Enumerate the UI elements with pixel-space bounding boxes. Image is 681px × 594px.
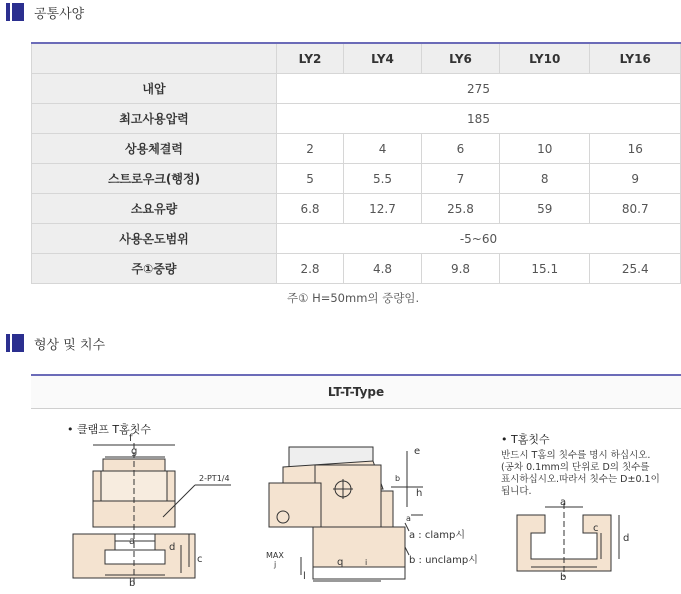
cell: 6 bbox=[422, 134, 500, 164]
cell-merged: 275 bbox=[277, 74, 681, 104]
pt-label: 2-PT1/4 bbox=[199, 474, 230, 483]
dim-q: q bbox=[337, 557, 344, 568]
right-desc-line: 반드시 T홈의 칫수를 명시 하십시오. bbox=[501, 450, 651, 461]
cell-merged: -5~60 bbox=[277, 224, 681, 254]
table-row bbox=[32, 254, 681, 284]
dim-g: g bbox=[131, 446, 138, 457]
table-row bbox=[32, 164, 681, 194]
left-title: • 클램프 T홈칫수 bbox=[67, 423, 151, 436]
row-label: 내압 bbox=[32, 74, 277, 104]
row-label: 상용체결력 bbox=[32, 134, 277, 164]
drawing-title: LT-T-Type bbox=[31, 374, 681, 409]
row-label: 소요유량 bbox=[32, 194, 277, 224]
dim-c3: c bbox=[593, 523, 599, 534]
header-col: LY2 bbox=[277, 43, 344, 74]
cell: 12.7 bbox=[344, 194, 422, 224]
right-title: • T홈칫수 bbox=[501, 433, 550, 446]
cell: 16 bbox=[590, 134, 681, 164]
row-label: 사용온도범위 bbox=[32, 224, 277, 254]
cell: 10 bbox=[499, 134, 590, 164]
section-header-dimensions bbox=[6, 333, 105, 353]
cell: 25.4 bbox=[590, 254, 681, 284]
dim-a3: a bbox=[560, 497, 567, 508]
right-desc-line: 표시하십시오.따라서 칫수는 D±0.1이 bbox=[501, 474, 660, 485]
dim-f: f bbox=[129, 433, 133, 444]
right-desc-line: (공차 0.1mm의 단위로 D의 칫수를 bbox=[501, 462, 650, 473]
right-desc-line: 됩니다. bbox=[501, 486, 532, 497]
dim-i: i bbox=[365, 558, 368, 567]
table-row bbox=[32, 104, 681, 134]
cell: 8 bbox=[499, 164, 590, 194]
dim-j: j bbox=[274, 560, 277, 569]
cell: 80.7 bbox=[590, 194, 681, 224]
section-header-spec bbox=[6, 2, 84, 22]
row-label: 스트로우크(행정) bbox=[32, 164, 277, 194]
cell: 2.8 bbox=[277, 254, 344, 284]
cell: 4 bbox=[344, 134, 422, 164]
footnote: 주① H=50mm의 중량임. bbox=[287, 291, 420, 305]
dim-max: MAX bbox=[266, 551, 284, 560]
row-label: 최고사용압력 bbox=[32, 104, 277, 134]
dim-b3: b bbox=[560, 572, 567, 583]
table-row bbox=[32, 74, 681, 104]
cell: 7 bbox=[422, 164, 500, 194]
dim-l: l bbox=[303, 571, 306, 582]
dim-h: h bbox=[416, 488, 423, 499]
cell: 59 bbox=[499, 194, 590, 224]
header-col: LY16 bbox=[590, 43, 681, 74]
row-label: 주①중량 bbox=[32, 254, 277, 284]
t-slot-section bbox=[517, 503, 619, 577]
dim-a2: a bbox=[406, 514, 411, 523]
cell: 6.8 bbox=[277, 194, 344, 224]
clamp-front-view bbox=[269, 447, 423, 581]
section-marker bbox=[6, 334, 10, 352]
dim-e: e bbox=[414, 446, 421, 457]
dim-d3: d bbox=[623, 533, 630, 544]
table-header-row bbox=[32, 43, 681, 74]
clamp-label: a : clamp시 bbox=[409, 530, 466, 541]
dim-b: b bbox=[129, 578, 136, 589]
table-row bbox=[32, 194, 681, 224]
cell: 5.5 bbox=[344, 164, 422, 194]
cell: 15.1 bbox=[499, 254, 590, 284]
cell-merged: 185 bbox=[277, 104, 681, 134]
cell: 9 bbox=[590, 164, 681, 194]
spec-table bbox=[31, 42, 681, 284]
section-title: 공통사양 bbox=[34, 6, 85, 22]
cell: 2 bbox=[277, 134, 344, 164]
header-col: LY10 bbox=[499, 43, 590, 74]
cell: 5 bbox=[277, 164, 344, 194]
section-title: 형상 및 치수 bbox=[34, 337, 106, 353]
table-row bbox=[32, 224, 681, 254]
cell: 4.8 bbox=[344, 254, 422, 284]
dimension-drawing bbox=[31, 407, 681, 594]
header-col: LY4 bbox=[344, 43, 422, 74]
dim-d: d bbox=[169, 542, 176, 553]
clamp-side-view bbox=[73, 443, 231, 587]
dim-a: a bbox=[129, 536, 136, 547]
dim-c: c bbox=[197, 554, 203, 565]
cell: 25.8 bbox=[422, 194, 500, 224]
dim-b2: b bbox=[395, 474, 401, 483]
table-row bbox=[32, 134, 681, 164]
cell: 9.8 bbox=[422, 254, 500, 284]
header-empty bbox=[32, 43, 277, 74]
unclamp-label: b : unclamp시 bbox=[409, 555, 478, 566]
header-col: LY6 bbox=[422, 43, 500, 74]
section-marker bbox=[6, 3, 10, 21]
